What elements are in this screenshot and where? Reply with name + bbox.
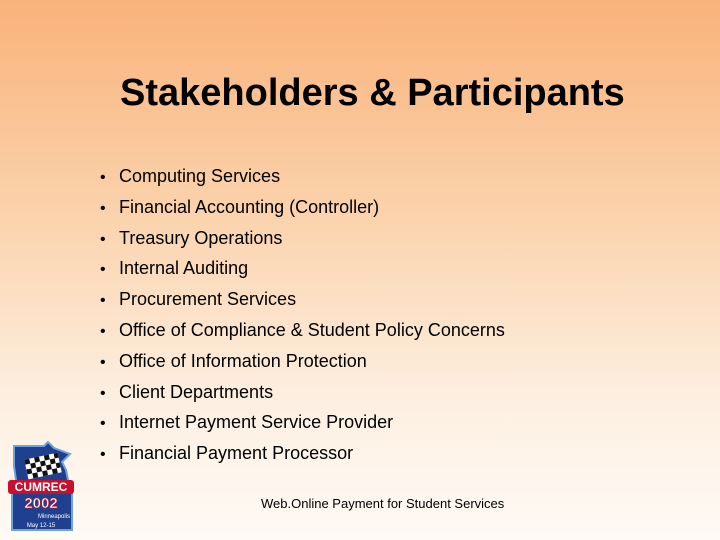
bullet-dot: • bbox=[100, 322, 106, 340]
cumrec-logo bbox=[4, 440, 78, 534]
slide-title: Stakeholders & Participants bbox=[120, 72, 625, 114]
logo-dates: May 12-15 bbox=[26, 523, 56, 529]
bullet-dot: • bbox=[100, 353, 106, 371]
bullet-dot: • bbox=[100, 292, 106, 310]
bullet-dot: • bbox=[100, 446, 106, 464]
bullet-dot: • bbox=[100, 169, 106, 186]
bullet-dot: • bbox=[100, 230, 106, 248]
bullet-text: Office of Information Protection bbox=[119, 350, 367, 371]
bullet-text: Computing Services bbox=[119, 166, 281, 186]
logo-city: Minneapolis bbox=[37, 514, 71, 520]
bullet-item bbox=[100, 193, 505, 224]
bullet-dot: • bbox=[100, 261, 106, 279]
bullet-item bbox=[100, 224, 505, 255]
bullet-item bbox=[100, 162, 505, 193]
bullet-dot: • bbox=[100, 415, 106, 433]
bullet-item bbox=[100, 439, 505, 470]
bullet-text: Procurement Services bbox=[119, 289, 297, 310]
bullet-item bbox=[100, 347, 505, 378]
bullet-dot: • bbox=[100, 199, 106, 217]
logo-line1: CUMREC bbox=[14, 480, 68, 494]
bullet-item bbox=[100, 378, 505, 409]
bullet-text: Office of Compliance & Student Policy Concerns bbox=[119, 319, 505, 340]
bullet-item bbox=[100, 408, 505, 439]
bullet-text: Internet Payment Service Provider bbox=[119, 412, 394, 433]
bullet-text: Internal Auditing bbox=[119, 258, 249, 279]
bullet-item bbox=[100, 254, 505, 285]
bullet-text: Financial Payment Processor bbox=[119, 443, 354, 464]
bullet-item bbox=[100, 285, 505, 316]
bullet-list bbox=[100, 162, 505, 470]
logo-line2: 2002 bbox=[24, 495, 58, 512]
bullet-text: Financial Accounting (Controller) bbox=[119, 196, 380, 217]
bullet-item bbox=[100, 316, 505, 347]
bullet-text: Treasury Operations bbox=[119, 227, 283, 248]
slide-footer: Web.Online Payment for Student Services bbox=[261, 496, 505, 511]
bullet-dot: • bbox=[100, 384, 106, 402]
bullet-text: Client Departments bbox=[119, 381, 274, 402]
